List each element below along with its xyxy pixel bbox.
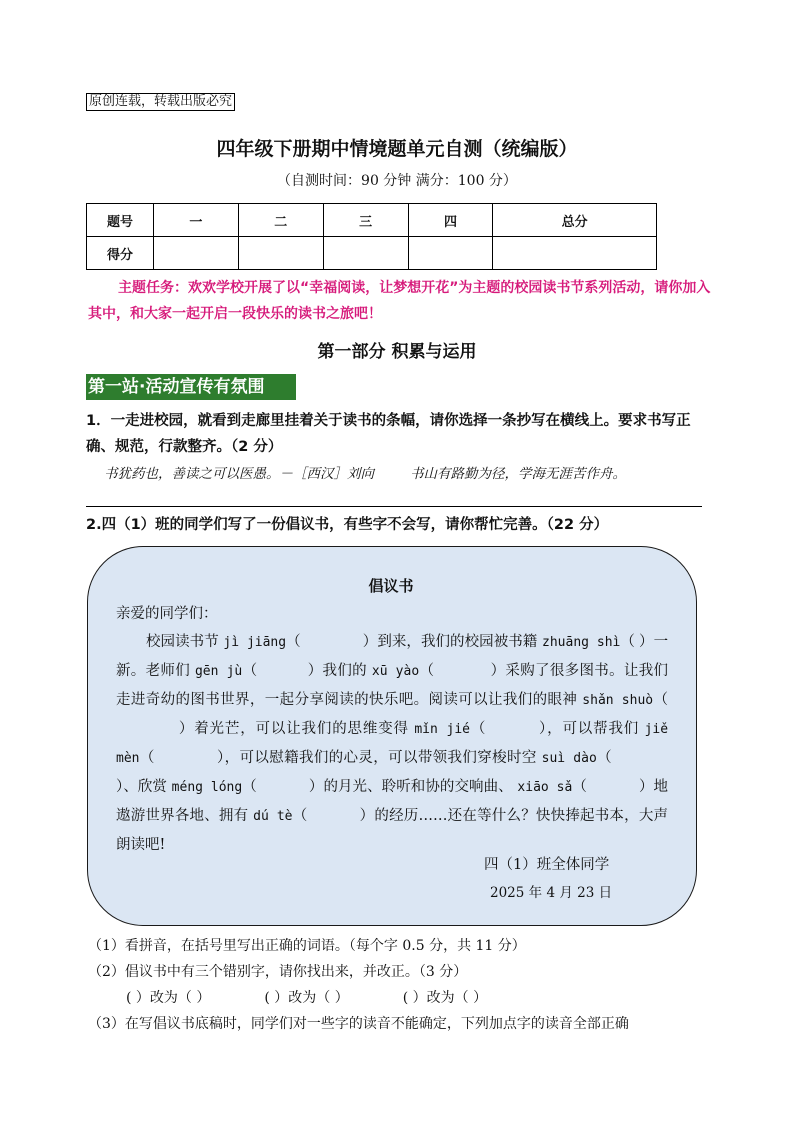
letter-date: 2025 年 4 月 23 日	[490, 885, 613, 901]
score-table-header-row	[87, 204, 657, 237]
letter-text: ，可以慰籍我们的心灵，可以带领我们穿梭时空	[224, 750, 537, 766]
score-header-cell: 四	[408, 204, 493, 237]
correction-blank[interactable]: ( ）改为（ ）	[402, 990, 488, 1006]
score-row-label: 得分	[87, 237, 154, 270]
quote-options	[104, 462, 714, 482]
answer-line[interactable]	[86, 506, 702, 507]
theme-task: 主题任务：欢欢学校开展了以“幸福阅读，让梦想开花”为主题的校园读书节系列活动，请你加入其中，和大家一起开启一段快乐的读书之旅吧！	[88, 280, 711, 322]
letter-text: 、欣赏	[123, 779, 167, 795]
letter-title: 倡议书	[368, 577, 414, 595]
letter-paragraph: 校园读书节 jì jiāng（ ）到来，我们的校园被书籍 zhuāng shì（ ）一新。老师们 gēn jù（ ）我们的 xū yào（ ）采购了很多图书。让我们走进奇幼的图书世界，一起分享阅读的快乐吧。阅读可以让我们的眼神 shǎn shuò（）着光芒，可以让我们的思维变得 mǐn jié（ ），可以帮我们 jiě mèn（ ），可以慰籍我们的心灵，可以带领我们穿梭时空 suì dào（）、欣赏 méng lóng（ ）的月光、聆听和协的交响曲、 xiāo sǎ（ ）地遨游世界各地、拥有 dú tè（ ）的经历……还在等什么？快快捧起书本，大声朗读吧!	[116, 634, 669, 853]
quote-option-b: 书山有路勤为径，学海无涯苦作舟。	[410, 466, 626, 482]
score-cell[interactable]	[408, 237, 493, 270]
pinyin-prompt: méng lóng	[171, 780, 243, 795]
letter-text: 一新。老师们	[116, 634, 669, 679]
question-2: 2.四（1）班的同学们写了一份倡议书，有些字不会写，请你帮忙完善。（22 分）	[86, 517, 609, 533]
letter-text: 采购了很多图书。让我们走进奇幼的图书世界，一起分享阅读的快乐吧。阅读可以让我们的眼神	[116, 663, 669, 708]
question-1: 1．一走进校园，就看到走廊里挂着关于读书的条幅，请你选择一条抄写在横线上。要求书写正确、规范，行款整齐。（2 分）	[86, 413, 691, 455]
pinyin-prompt: gēn jù	[194, 664, 243, 679]
correction-blank[interactable]: ( ）改为（ ）	[126, 990, 211, 1006]
pinyin-prompt: mǐn jié	[414, 722, 470, 737]
letter-text: ，可以帮我们	[547, 721, 640, 737]
score-cell[interactable]	[238, 237, 323, 270]
score-header-cell: 三	[323, 204, 408, 237]
score-header-cell: 一	[154, 204, 239, 237]
page-title: 四年级下册期中情境题单元自测（统编版）	[216, 138, 578, 160]
letter-body	[116, 600, 668, 859]
subquestion-1: （1）看拼音，在括号里写出正确的词语。（每个字 0.5 分，共 11 分）	[88, 938, 526, 954]
station-banner: 第一站·活动宣传有氛围	[86, 374, 296, 400]
letter-text: 的月光、聆听和协的交响曲、	[323, 779, 513, 795]
letter-greeting: 亲爱的同学们：	[116, 606, 218, 622]
pinyin-prompt: jiě mèn	[116, 722, 669, 766]
letter-text: 地遨游世界各地、拥有	[116, 779, 669, 824]
pinyin-prompt: dú tè	[253, 809, 293, 824]
page-subtitle: （自测时间：90 分钟 满分：100 分）	[277, 173, 517, 189]
letter-text: 着光芒，可以让我们的思维变得	[194, 721, 409, 737]
quote-option-a: 书犹药也，善读之可以医愚。－［西汉］刘向	[104, 466, 374, 482]
pinyin-prompt: shǎn shuò	[582, 693, 654, 708]
letter-text: 到来，我们的校园被书籍	[377, 634, 538, 650]
subquestion-3: （3）在写倡议书底稿时，同学们对一些字的读音不能确定，下列加点字的读音全部正确	[88, 1016, 629, 1032]
pinyin-prompt: jì jiāng	[223, 635, 287, 650]
score-header-cell: 总分	[493, 204, 657, 237]
score-header-cell: 二	[238, 204, 323, 237]
letter-text: 的经历……还在等什么？快快捧起书本，大声朗读吧!	[116, 808, 669, 853]
pinyin-prompt: suì dào	[541, 751, 597, 766]
subquestion-2: （2）倡议书中有三个错别字，请你找出来，并改正。（3 分）	[88, 964, 468, 980]
pinyin-prompt: xū yào	[371, 664, 420, 679]
correction-row	[126, 986, 541, 1010]
score-cell[interactable]	[323, 237, 408, 270]
pinyin-prompt: xiāo sǎ	[517, 780, 573, 795]
letter-text: 校园读书节	[146, 634, 219, 650]
part-title: 第一部分 积累与运用	[317, 342, 477, 362]
copyright-notice: 原创连载，转载出版必究	[86, 93, 235, 111]
score-table-score-row	[87, 237, 657, 270]
correction-blank[interactable]: ( ）改为（ ）	[264, 990, 349, 1006]
score-table	[86, 203, 657, 270]
letter-signature: 四（1）班全体同学	[484, 857, 610, 873]
score-header-cell: 题号	[87, 204, 154, 237]
pinyin-prompt: zhuāng shì	[542, 635, 621, 650]
score-cell[interactable]	[493, 237, 657, 270]
score-cell[interactable]	[154, 237, 239, 270]
letter-text: 我们的	[322, 663, 367, 679]
